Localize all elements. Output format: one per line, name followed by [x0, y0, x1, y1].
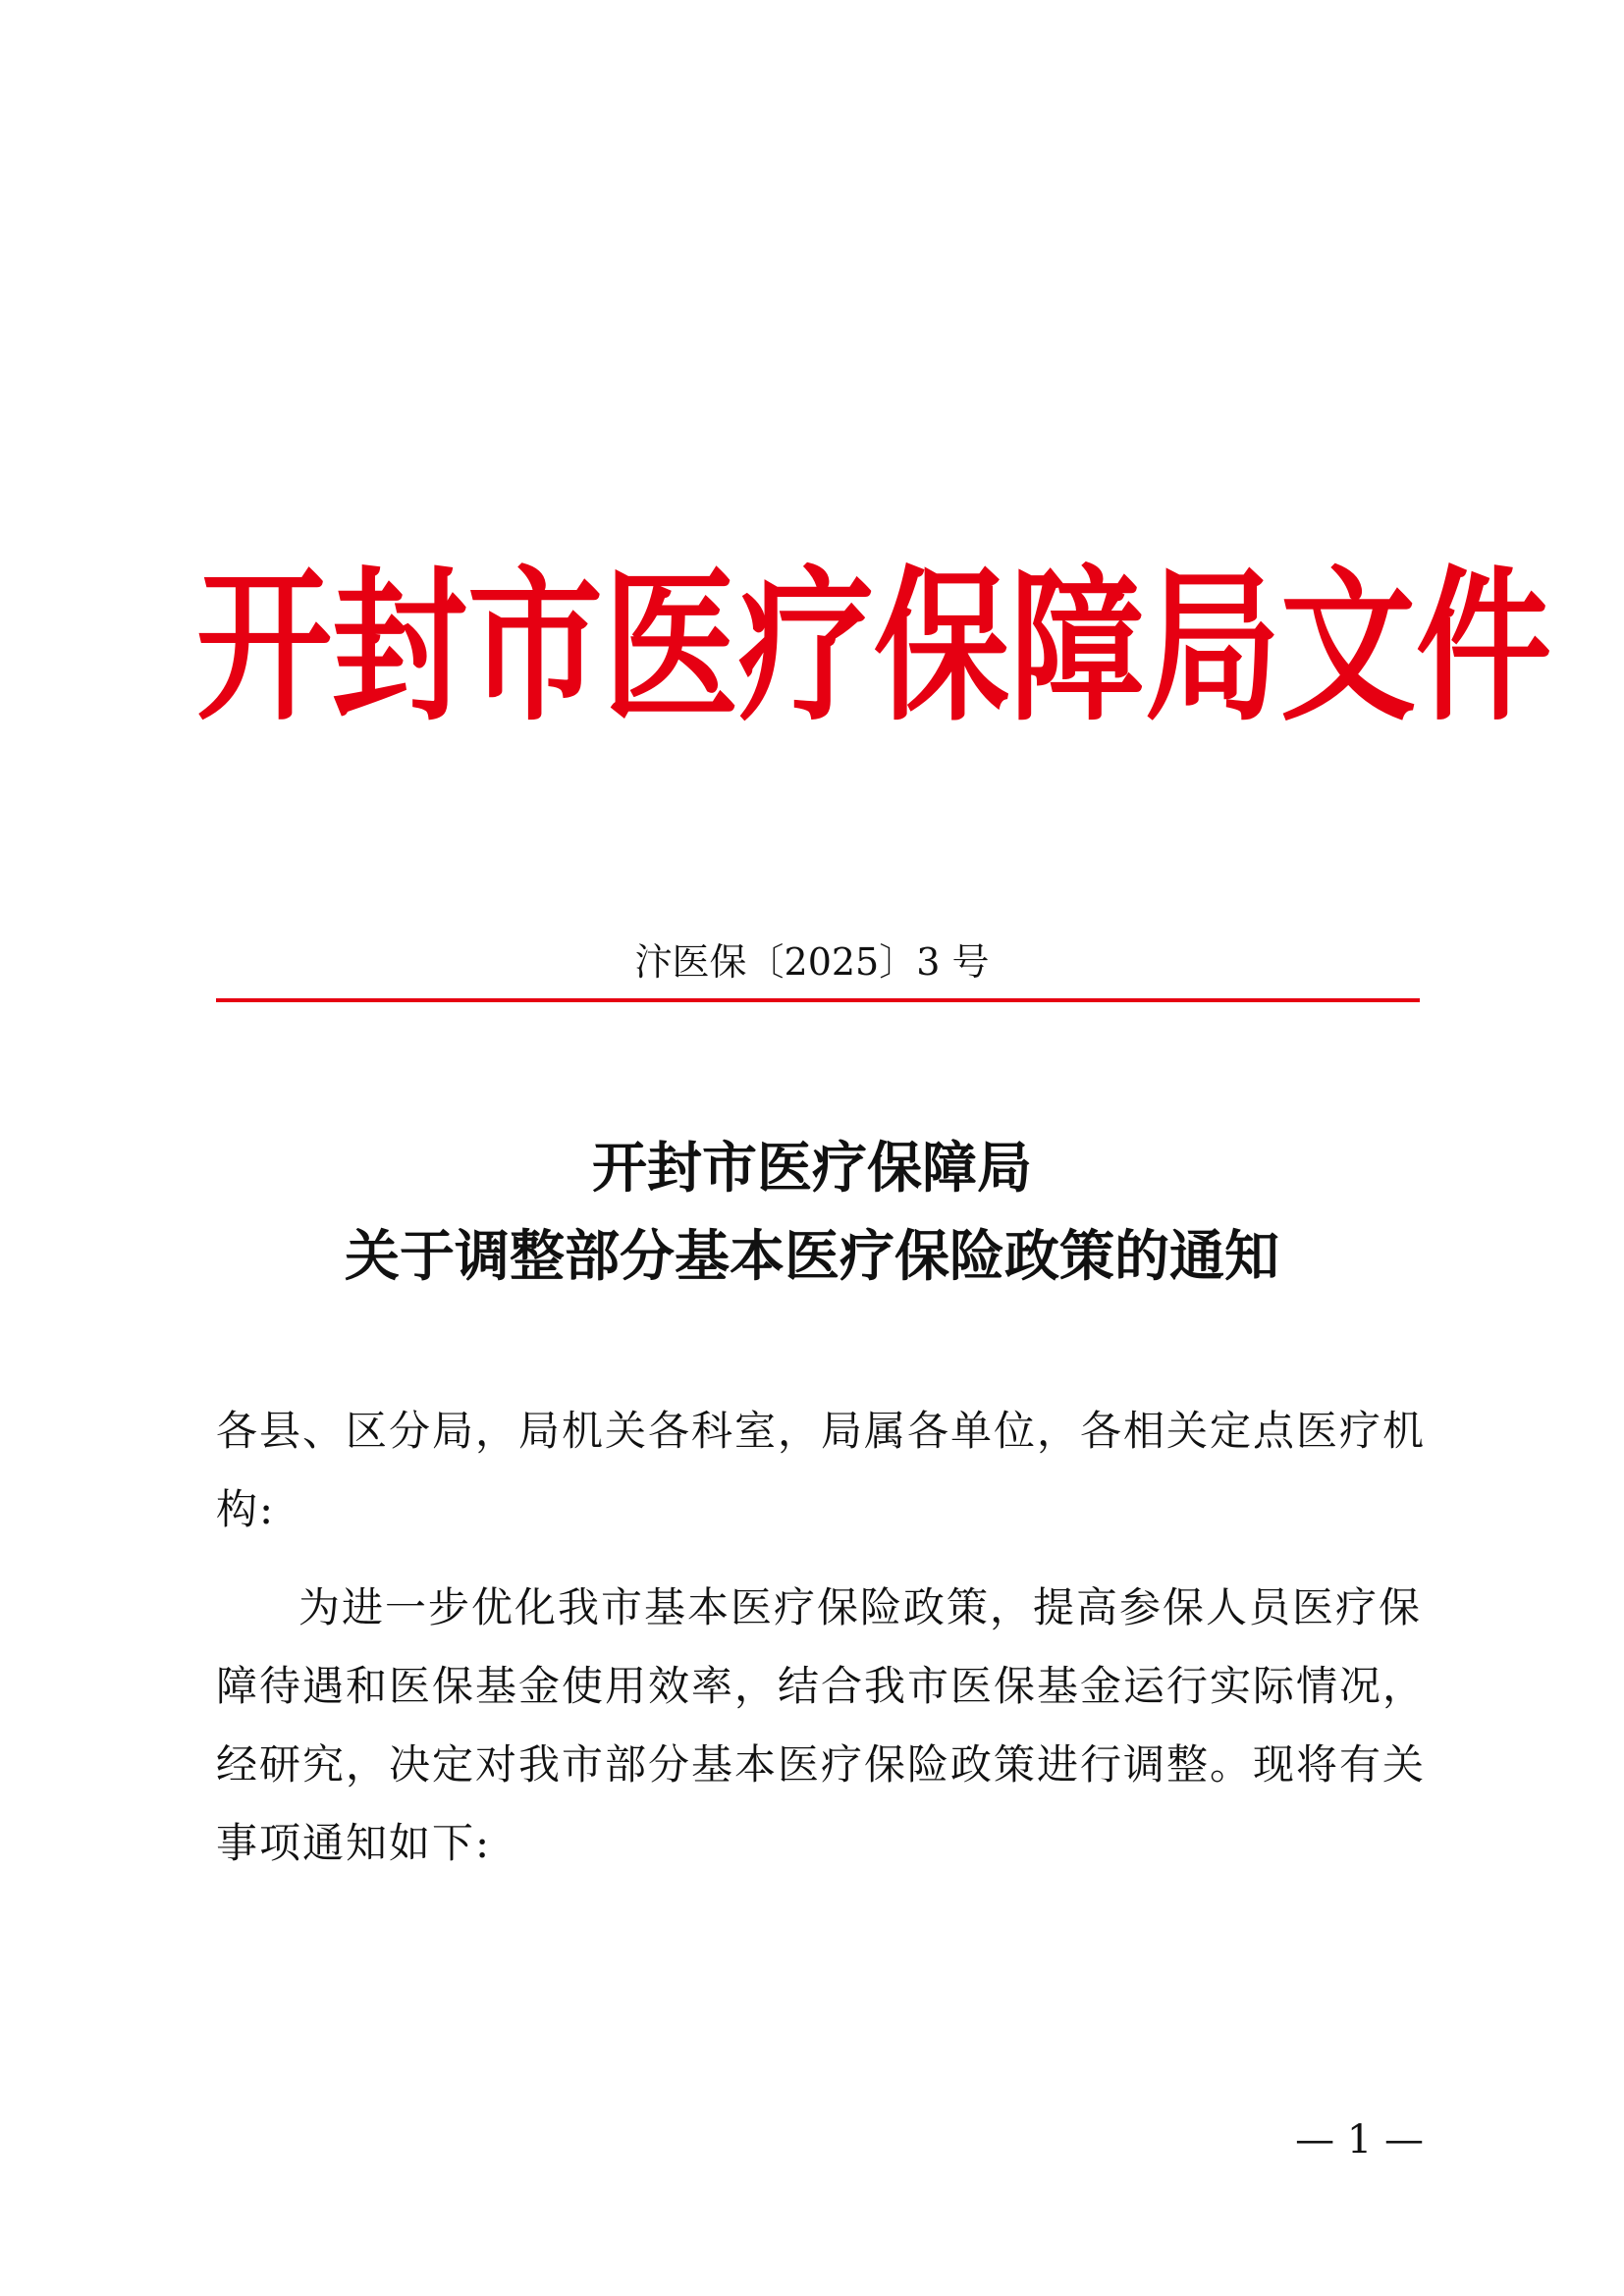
document-title-line2: 关于调整部分基本医疗保险政策的通知 [345, 1224, 1279, 1289]
masthead-title: 开封市医疗保障局文件 [196, 551, 1552, 744]
salutation-line1: 各县、区分局，局机关各科室，局属各单位，各相关定点医疗机 [216, 1407, 1427, 1455]
paragraph-line3: 经研究，决定对我市部分基本医疗保险政策进行调整。现将有关 [216, 1740, 1427, 1789]
red-divider-line [216, 998, 1420, 1002]
paragraph-line1: 为进一步优化我市基本医疗保险政策，提高参保人员医疗保 [298, 1583, 1423, 1631]
salutation-line2: 构: [216, 1485, 276, 1533]
paragraph-line4: 事项通知如下: [216, 1819, 492, 1867]
document-title-line1: 开封市医疗保障局 [592, 1136, 1032, 1201]
document-number: 汴医保〔2025〕3 号 [634, 940, 990, 984]
paragraph-line2: 障待遇和医保基金使用效率，结合我市医保基金运行实际情况， [216, 1662, 1427, 1710]
page-number: — 1 — [1295, 2117, 1424, 2163]
